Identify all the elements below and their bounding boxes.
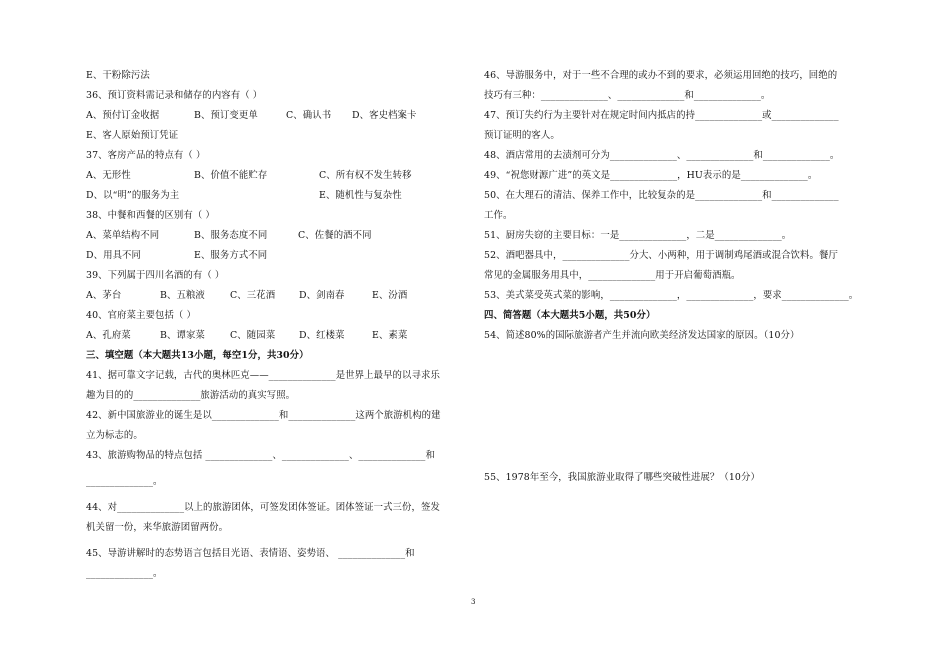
answer-option: C、随园菜 [230,330,276,341]
question-line: 53、美式菜受英式菜的影响，______________，______________，要求______________。 [484,290,859,301]
question-line: 44、对______________以上的旅游团体，可签发团体签证。团体签证一式三份，签发 [86,502,440,513]
answer-option: E、汾酒 [372,290,408,301]
answer-option: C、三花酒 [230,290,276,301]
question-line: 52、酒吧器具中，______________分大、小两种，用于调制鸡尾酒或混合饮料。餐厅 [484,250,838,261]
question-line: 41、据可靠文字记载，古代的奥林匹克——______________是世界上最早的以寻求乐 [86,370,440,381]
answer-option: D、红楼菜 [299,330,345,341]
question-line: 36、预订资料需记录和储存的内容有（ ） [86,90,263,101]
section-heading: 三、填空题（本大题共13小题，每空1分，共30分） [86,350,309,361]
answer-option: C、佐餐的酒不同 [298,230,372,241]
question-line: E、干粉除污法 [86,70,150,81]
answer-option: E、随机性与复杂性 [319,190,402,201]
question-line: 50、在大理石的清洁、保养工作中，比较复杂的是______________和______________ [484,190,839,201]
answer-option: A、茅台 [86,290,122,301]
question-line [86,166,486,186]
answer-option: A、孔府菜 [86,330,131,341]
question-line: 45、导游讲解时的态势语言包括目光语、表情语、姿势语、 ______________和 [86,548,415,559]
question-line [86,246,486,266]
answer-option: C、确认书 [286,110,332,121]
question-line: 51、厨房失窃的主要目标：一是______________，二是______________。 [484,230,792,241]
question-line: 46、导游服务中，对于一些不合理的或办不到的要求，必须运用回绝的技巧，回绝的 [484,70,838,81]
question-line: 43、旅游购物品的特点包括 ______________、______________、______________和 [86,450,435,461]
question-line [86,226,486,246]
question-line: 39、下列属于四川名酒的有（ ） [86,270,225,281]
answer-option: E、服务方式不同 [194,250,268,261]
question-line: 机关留一份，来华旅游团留两份。 [86,522,229,533]
question-line [86,286,486,306]
answer-option: C、所有权不发生转移 [319,170,412,181]
answer-option: A、菜单结构不同 [86,230,160,241]
question-line: 40、官府菜主要包括（ ） [86,310,196,321]
answer-option: B、价值不能贮存 [194,170,268,181]
question-line: 工作。 [484,210,513,221]
answer-option: D、用具不同 [86,250,141,261]
question-line: 立为标志的。 [86,430,143,441]
question-line: 49、“祝您财源广进”的英文是______________，HU表示的是______________。 [484,170,818,181]
answer-option: B、谭家菜 [160,330,205,341]
question-line: E、客人原始预订凭证 [86,130,179,141]
question-line: 37、客房产品的特点有（ ） [86,150,206,161]
answer-option: A、无形性 [86,170,131,181]
answer-option: A、预付订金收据 [86,110,160,121]
question-line: 常见的金属服务用具中，______________用于开启葡萄酒瓶。 [484,270,741,281]
question-line [86,326,486,346]
answer-option: B、预订变更单 [194,110,258,121]
answer-option: D、客史档案卡 [352,110,417,121]
answer-option: B、服务态度不同 [194,230,268,241]
question-line: 48、酒店常用的去渍剂可分为______________、______________和______________。 [484,150,840,161]
question-line: 趣为目的的______________旅游活动的真实写照。 [86,390,296,401]
question-line: ______________。 [86,476,163,487]
question-line: 技巧有三种：______________、______________和______________。 [484,90,771,101]
left-column [86,66,486,584]
answer-option: E、素菜 [372,330,408,341]
answer-option: D、剑南春 [299,290,345,301]
answer-option: D、以“明”的服务为主 [86,190,180,201]
page-number: 3 [471,598,476,606]
question-55: 55、1978年至今，我国旅游业取得了哪些突破性进展？（10分） [484,472,760,483]
section-heading: 四、简答题（本大题共5小题，共50分） [484,310,656,321]
right-column [484,66,884,346]
question-line: 38、中餐和西餐的区别有（ ） [86,210,215,221]
question-line: ______________。 [86,568,163,579]
question-line: 预订证明的客人。 [484,130,560,141]
question-line: 47、预订失约行为主要针对在规定时间内抵店的持______________或______________ [484,110,839,121]
question-line: 42、新中国旅游业的诞生是以______________和______________这两个旅游机构的建 [86,410,441,421]
question-line [86,186,486,206]
answer-option: B、五粮液 [160,290,205,301]
question-line: 54、简述80%的国际旅游者产生并流向欧美经济发达国家的原因。（10分） [484,330,800,341]
question-line [86,106,486,126]
